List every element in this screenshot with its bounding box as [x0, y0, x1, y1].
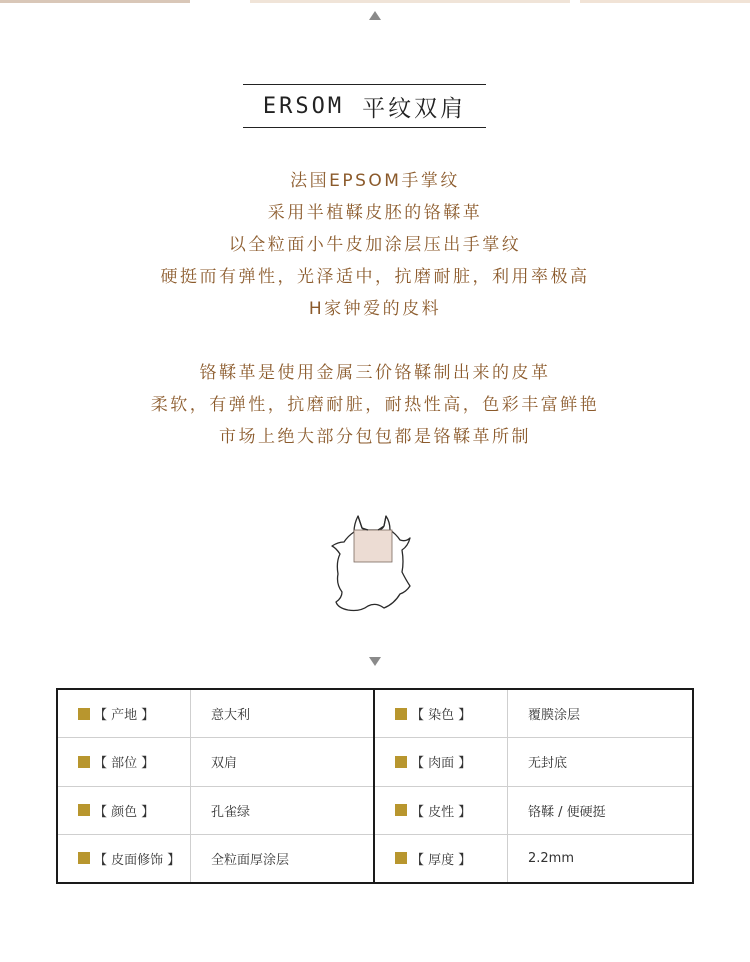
- spec-column-left: [58, 690, 375, 882]
- square-marker-icon: [78, 756, 90, 768]
- spec-value: 铬鞣 / 便硬挺: [528, 804, 606, 820]
- description-line: 柔软，有弹性，抗磨耐脏，耐热性高，色彩丰富鲜艳: [150, 395, 600, 415]
- strip-segment: [580, 0, 750, 3]
- spec-value: 全粒面厚涂层: [211, 852, 290, 868]
- spec-value: 无封底: [528, 756, 568, 772]
- description-line: 铬鞣革是使用金属三价铬鞣制出来的皮革: [199, 363, 551, 383]
- description-line: 采用半植鞣皮胚的铬鞣革: [267, 203, 483, 223]
- strip-segment: [570, 0, 580, 3]
- spec-table: [56, 688, 694, 884]
- square-marker-icon: [395, 852, 407, 864]
- triangle-up-icon: [369, 11, 381, 20]
- spec-label: 【 染色 】: [411, 708, 472, 724]
- spec-value: 意大利: [211, 708, 251, 724]
- title-chinese: 平纹双肩: [362, 95, 467, 122]
- description-block-epsom: [0, 165, 750, 325]
- spec-label: 【 皮面修饰 】: [94, 852, 181, 868]
- square-marker-icon: [395, 756, 407, 768]
- square-marker-icon: [78, 804, 90, 816]
- spec-value: 孔雀绿: [211, 804, 251, 820]
- spec-label: 【 肉面 】: [411, 756, 472, 772]
- leather-hide-icon: [330, 512, 414, 612]
- spec-column-right: [375, 690, 692, 882]
- table-row: [58, 787, 373, 835]
- spec-value: 双肩: [211, 756, 238, 772]
- table-row: [58, 738, 373, 786]
- square-marker-icon: [395, 804, 407, 816]
- strip-segment: [250, 0, 570, 3]
- strip-segment: [190, 0, 250, 3]
- hide-highlight-region: [354, 530, 392, 562]
- description-line: 市场上绝大部分包包都是铬鞣革所制: [219, 427, 531, 447]
- square-marker-icon: [395, 708, 407, 720]
- triangle-down-icon: [369, 657, 381, 666]
- square-marker-icon: [78, 708, 90, 720]
- description-block-chrome-tanned: [0, 357, 750, 453]
- spec-label: 【 部位 】: [94, 756, 155, 772]
- table-row: [375, 835, 692, 882]
- table-row: [58, 835, 373, 882]
- description-line: 硬挺而有弹性，光泽适中，抗磨耐脏，利用率极高: [160, 267, 590, 287]
- section-title: [243, 84, 486, 128]
- spec-value: 2.2mm: [528, 850, 575, 866]
- description-line: H家钟爱的皮料: [308, 299, 442, 319]
- spec-label: 【 皮性 】: [411, 804, 472, 820]
- spec-label: 【 产地 】: [94, 708, 155, 724]
- table-row: [375, 738, 692, 786]
- description-line: 以全粒面小牛皮加涂层压出手掌纹: [228, 235, 522, 255]
- table-row: [375, 690, 692, 738]
- spec-label: 【 颜色 】: [94, 804, 155, 820]
- description-line: 法国EPSOM手掌纹: [290, 171, 460, 191]
- spec-label: 【 厚度 】: [411, 852, 472, 868]
- table-row: [375, 787, 692, 835]
- strip-segment: [0, 0, 190, 3]
- table-row: [58, 690, 373, 738]
- square-marker-icon: [78, 852, 90, 864]
- spec-value: 覆膜涂层: [528, 708, 581, 724]
- title-latin: ERSOM: [262, 93, 345, 119]
- top-decorative-strip: [0, 0, 750, 3]
